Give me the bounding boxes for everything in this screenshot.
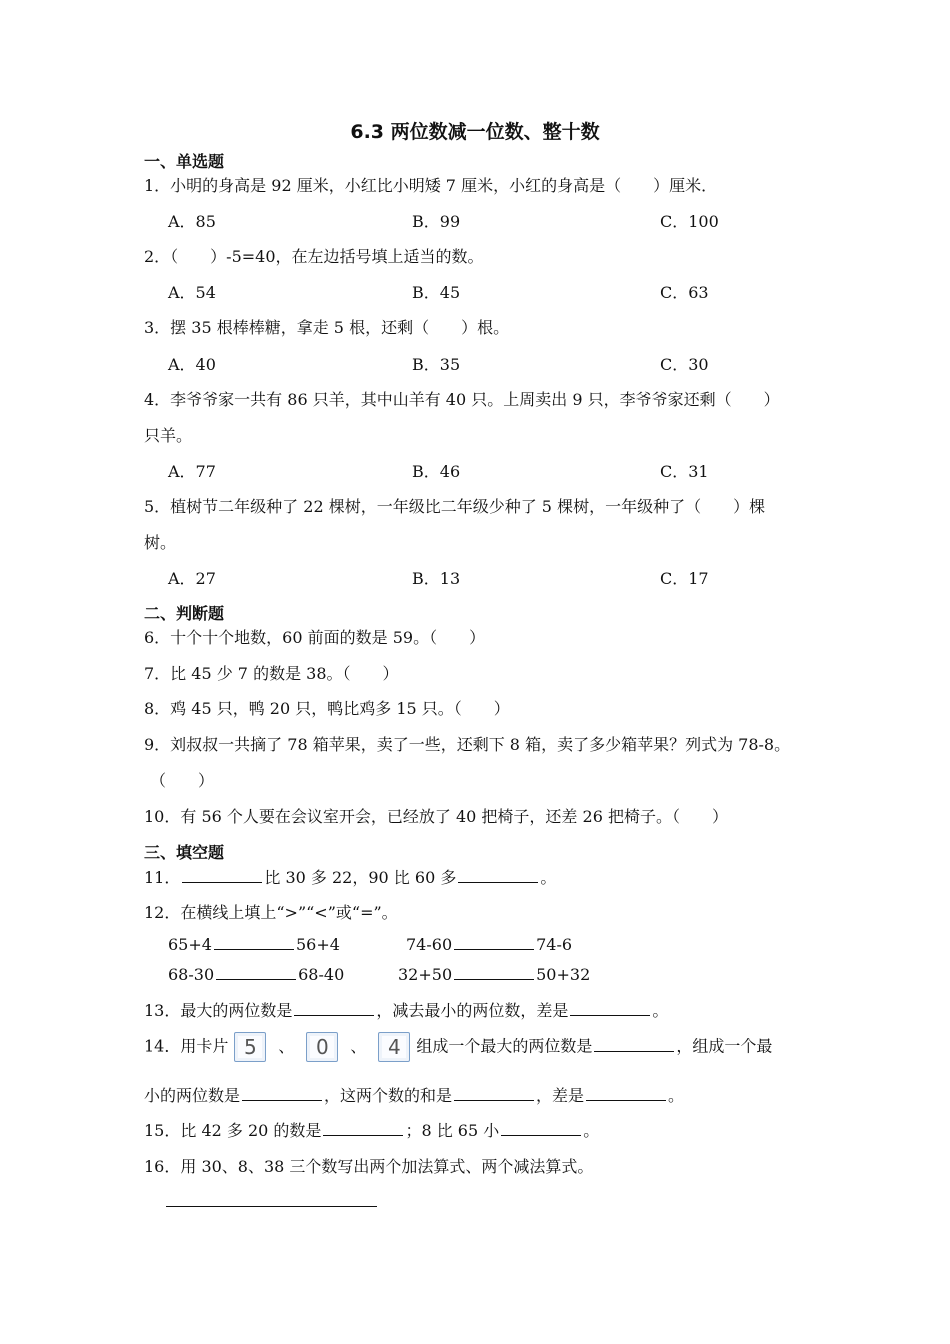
q5-option-c[interactable]: C．17 <box>660 569 709 588</box>
q14-text-6: ，差是 <box>536 1086 585 1105</box>
question-9-line-2: （ ） <box>150 771 215 790</box>
q2-option-a[interactable]: A．54 <box>168 283 216 302</box>
answer-blank[interactable] <box>594 1037 674 1052</box>
question-10: 10．有 56 个人要在会议室开会，已经放了 40 把椅子，还差 26 把椅子。（ ） <box>144 807 728 826</box>
q1-option-b[interactable]: B．99 <box>412 212 461 231</box>
q12-row-2-right <box>398 965 590 984</box>
answer-blank[interactable] <box>454 965 534 980</box>
digit-card-5: 5 <box>234 1032 266 1062</box>
q4-option-a[interactable]: A．77 <box>168 462 216 481</box>
question-16: 16．用 30、8、38 三个数写出两个加法算式、两个减法算式。 <box>144 1157 594 1176</box>
question-14-line-2 <box>144 1083 684 1106</box>
separator: 、 <box>278 1036 295 1056</box>
answer-line[interactable] <box>166 1206 377 1207</box>
expression: 74-6 <box>536 935 573 954</box>
question-12: 12．在横线上填上“>”“<”或“=”。 <box>144 903 398 922</box>
page-title: 6.3 两位数减一位数、整十数 <box>350 121 600 143</box>
q14-text-4: 小的两位数是 <box>144 1086 241 1105</box>
answer-blank[interactable] <box>216 965 296 980</box>
expression: 68-30 <box>168 965 215 984</box>
answer-blank[interactable] <box>454 935 534 950</box>
answer-blank[interactable] <box>182 868 262 883</box>
question-7: 7．比 45 少 7 的数是 38。（ ） <box>144 664 399 683</box>
question-9-line-1: 9．刘叔叔一共摘了 78 箱苹果，卖了一些，还剩下 8 箱，卖了多少箱苹果？列式为 78-8。 <box>144 735 791 754</box>
q3-option-b[interactable]: B．35 <box>412 355 461 374</box>
answer-blank[interactable] <box>323 1121 403 1136</box>
question-11 <box>144 865 556 888</box>
q11-middle: 比 30 多 22，90 比 60 多 <box>264 868 457 887</box>
expression: 74-60 <box>406 935 453 954</box>
q2-option-c[interactable]: C．63 <box>660 283 709 302</box>
q14-text-3: ，组成一个最 <box>676 1036 773 1056</box>
expression: 50+32 <box>536 965 591 984</box>
q4-option-c[interactable]: C．31 <box>660 462 709 481</box>
question-1: 1．小明的身高是 92 厘米，小红比小明矮 7 厘米，小红的身高是（ ）厘米． <box>144 176 718 195</box>
answer-blank[interactable] <box>454 1086 534 1101</box>
expression: 56+4 <box>295 935 340 954</box>
question-3: 3．摆 35 根棒棒糖，拿走 5 根，还剩（ ）根。 <box>144 318 510 337</box>
answer-blank[interactable] <box>458 868 538 883</box>
q15-text-1: 15．比 42 多 20 的数是 <box>144 1121 322 1140</box>
expression: 32+50 <box>398 965 453 984</box>
section-heading-fill-blank: 三、填空题 <box>144 843 225 862</box>
q4-option-b[interactable]: B．46 <box>412 462 461 481</box>
question-6: 6．十个十个地数，60 前面的数是 59。（ ） <box>144 628 486 647</box>
section-heading-true-false: 二、判断题 <box>144 604 225 623</box>
question-13 <box>144 998 668 1021</box>
question-8: 8．鸡 45 只，鸭 20 只，鸭比鸡多 15 只。（ ） <box>144 699 510 718</box>
q14-text-2: 组成一个最大的两位数是 <box>416 1036 593 1056</box>
question-15 <box>144 1118 599 1141</box>
question-4-line-1: 4．李爷爷家一共有 86 只羊，其中山羊有 40 只。上周卖出 9 只，李爷爷家还剩（ ） <box>144 390 780 409</box>
question-2: 2．（ ）-5=40，在左边括号填上适当的数。 <box>144 247 484 266</box>
answer-blank[interactable] <box>294 1001 374 1016</box>
q15-text-2: ；8 比 65 小 <box>405 1121 500 1140</box>
q13-text-3: 。 <box>652 1001 669 1020</box>
q11-suffix: 。 <box>540 868 557 887</box>
q15-text-3: 。 <box>583 1121 600 1140</box>
question-5-line-1: 5．植树节二年级种了 22 棵树，一年级比二年级少种了 5 棵树，一年级种了（ ）棵 <box>144 497 766 516</box>
q5-option-b[interactable]: B．13 <box>412 569 461 588</box>
separator: 、 <box>350 1036 367 1056</box>
q12-row-1-left <box>168 935 340 954</box>
q3-option-a[interactable]: A．40 <box>168 355 216 374</box>
q11-prefix: 11． <box>144 868 181 887</box>
answer-blank[interactable] <box>501 1121 581 1136</box>
q14-text-5: ，这两个数的和是 <box>324 1086 453 1105</box>
q13-text-2: ，减去最小的两位数，差是 <box>376 1001 569 1020</box>
q14-text-7: 。 <box>668 1086 685 1105</box>
answer-blank[interactable] <box>570 1001 650 1016</box>
q12-row-2-left <box>168 965 344 984</box>
question-4-line-2: 只羊。 <box>144 426 193 445</box>
expression: 68-40 <box>298 965 345 984</box>
question-5-line-2: 树。 <box>144 533 177 552</box>
q14-text-1: 14．用卡片 <box>144 1036 229 1056</box>
answer-blank[interactable] <box>242 1086 322 1101</box>
section-heading-single-choice: 一、单选题 <box>144 152 225 171</box>
q3-option-c[interactable]: C．30 <box>660 355 709 374</box>
digit-card-4: 4 <box>378 1032 410 1062</box>
expression: 65+4 <box>168 935 212 954</box>
q5-option-a[interactable]: A．27 <box>168 569 216 588</box>
digit-card-0: 0 <box>306 1032 338 1062</box>
q2-option-b[interactable]: B．45 <box>412 283 461 302</box>
q13-text-1: 13．最大的两位数是 <box>144 1001 293 1020</box>
q12-row-1-right <box>406 935 572 954</box>
question-14-line-1 <box>144 1032 772 1062</box>
answer-blank[interactable] <box>586 1086 666 1101</box>
q1-option-c[interactable]: C．100 <box>660 212 719 231</box>
answer-blank[interactable] <box>214 935 294 950</box>
q1-option-a[interactable]: A．85 <box>168 212 216 231</box>
